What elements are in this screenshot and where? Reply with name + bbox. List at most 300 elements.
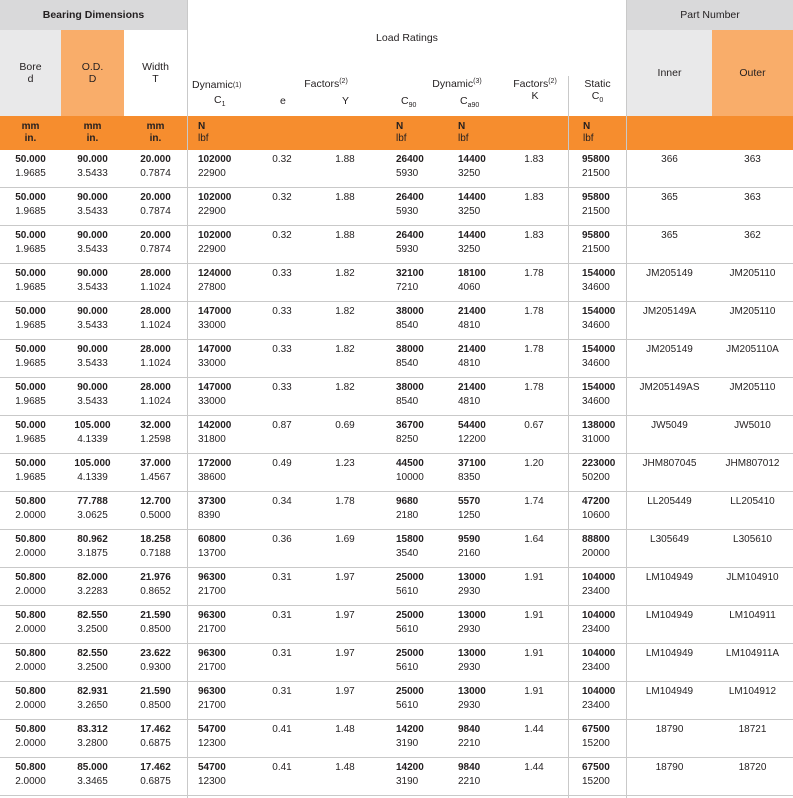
- value: 0.32: [272, 230, 292, 241]
- value-metric: 104000: [582, 648, 616, 659]
- value-metric: 21400: [458, 382, 486, 393]
- table-row: [0, 378, 793, 416]
- value-imperial: 8540: [396, 357, 419, 369]
- k-symbol: K: [531, 90, 539, 102]
- cell-y: [325, 457, 365, 471]
- value-metric: 50.800: [15, 762, 46, 773]
- c-symbol: C: [460, 95, 468, 107]
- cell-y: [325, 723, 365, 737]
- value-imperial: 4060: [458, 281, 481, 293]
- value-imperial: 3.2500: [77, 623, 108, 635]
- cell-k: [514, 723, 554, 737]
- cell-od: [61, 533, 124, 560]
- dynamic-label: Dynamic: [192, 79, 233, 91]
- cell-bore: [0, 685, 61, 712]
- value-imperial: 4810: [458, 319, 481, 331]
- value-imperial: 4810: [458, 395, 481, 407]
- cell-c90: [396, 419, 454, 446]
- value-imperial: 0.8500: [140, 623, 171, 635]
- value-metric: 9840: [458, 762, 481, 773]
- cell-bore: [0, 761, 61, 788]
- cell-y: [325, 647, 365, 661]
- cell-outer: [712, 723, 793, 737]
- value-imperial: 21700: [198, 661, 226, 673]
- value: JW5010: [734, 420, 771, 431]
- value-metric: 105.000: [74, 458, 111, 469]
- cell-w: [124, 419, 187, 446]
- cell-k: [514, 343, 554, 357]
- value-metric: 50.800: [15, 496, 46, 507]
- value: 0.33: [272, 268, 292, 279]
- cell-y: [325, 571, 365, 585]
- header-inner: [627, 30, 712, 116]
- table-row: [0, 606, 793, 644]
- cell-od: [61, 571, 124, 598]
- cell-y: [325, 761, 365, 775]
- unit-metric: N: [583, 121, 591, 132]
- value-metric: 14200: [396, 724, 424, 735]
- value: 0.41: [272, 762, 292, 773]
- cell-w: [124, 723, 187, 750]
- cell-y: [325, 685, 365, 699]
- value: 363: [744, 192, 761, 203]
- column-divider: [187, 0, 188, 798]
- cell-k: [514, 229, 554, 243]
- cell-outer: [712, 267, 793, 281]
- cell-c1: [198, 191, 256, 218]
- value-metric: 13000: [458, 572, 486, 583]
- value-imperial: 23400: [582, 661, 610, 673]
- value-metric: 9590: [458, 534, 481, 545]
- value-imperial: 1.9685: [15, 319, 46, 331]
- cell-c90: [396, 191, 454, 218]
- cell-k: [514, 305, 554, 319]
- value-imperial: 3250: [458, 243, 481, 255]
- value-metric: 50.000: [15, 268, 46, 279]
- cell-bore: [0, 533, 61, 560]
- value-metric: 17.462: [140, 762, 171, 773]
- cell-e: [262, 457, 302, 471]
- cell-w: [124, 533, 187, 560]
- value-imperial: 3.5433: [77, 281, 108, 293]
- cell-c1: [198, 723, 256, 750]
- cell-k: [514, 685, 554, 699]
- cell-od: [61, 381, 124, 408]
- value-imperial: 1.1024: [140, 281, 171, 293]
- value-metric: 21.590: [140, 610, 171, 621]
- units-row: [0, 116, 793, 150]
- footnote-marker: (3): [473, 78, 482, 85]
- cell-e: [262, 685, 302, 699]
- value: 1.83: [524, 154, 544, 165]
- value-metric: 54700: [198, 762, 226, 773]
- cell-k: [514, 609, 554, 623]
- value: 366: [661, 154, 678, 165]
- cell-c90: [396, 723, 454, 750]
- header-dynamic-c1: [192, 78, 262, 112]
- value: 1.82: [335, 382, 355, 393]
- value: 1.78: [524, 306, 544, 317]
- value-imperial: 3.2283: [77, 585, 108, 597]
- value-metric: 50.000: [15, 154, 46, 165]
- value-metric: 17.462: [140, 724, 171, 735]
- value-imperial: 0.6875: [140, 775, 171, 787]
- cell-bore: [0, 343, 61, 370]
- cell-y: [325, 305, 365, 319]
- value: 0.33: [272, 382, 292, 393]
- cell-od: [61, 495, 124, 522]
- cell-e: [262, 761, 302, 775]
- value-metric: 28.000: [140, 306, 171, 317]
- value-imperial: 0.9300: [140, 661, 171, 673]
- cell-k: [514, 153, 554, 167]
- value-metric: 38000: [396, 382, 424, 393]
- value-metric: 23.622: [140, 648, 171, 659]
- value-imperial: 34600: [582, 319, 610, 331]
- value: JM205110: [729, 268, 776, 279]
- value-imperial: 1.9685: [15, 471, 46, 483]
- value-metric: 21.976: [140, 572, 171, 583]
- cell-bore: [0, 571, 61, 598]
- cell-y: [325, 229, 365, 243]
- unit-od: [61, 116, 124, 150]
- cell-w: [124, 343, 187, 370]
- value-imperial: 3.2650: [77, 699, 108, 711]
- cell-ca90: [458, 647, 516, 674]
- cell-od: [61, 723, 124, 750]
- table-row: [0, 568, 793, 606]
- value-imperial: 3.0625: [77, 509, 108, 521]
- unit-imperial: in.: [149, 133, 162, 144]
- header-part-number: [627, 0, 793, 30]
- value: 1.97: [335, 610, 355, 621]
- value-imperial: 12300: [198, 737, 226, 749]
- value-metric: 28.000: [140, 268, 171, 279]
- value-metric: 50.800: [15, 610, 46, 621]
- header-width: [124, 30, 187, 116]
- c-subscript: a90: [467, 102, 480, 110]
- value-imperial: 5930: [396, 205, 419, 217]
- c-subscript: 90: [408, 102, 417, 110]
- value-metric: 28.000: [140, 344, 171, 355]
- value-imperial: 1.9685: [15, 243, 46, 255]
- value: LM104949: [645, 648, 694, 659]
- value-imperial: 15200: [582, 775, 610, 787]
- value-imperial: 2930: [458, 661, 481, 673]
- value: 0.69: [335, 420, 355, 431]
- cell-od: [61, 685, 124, 712]
- cell-ca90: [458, 723, 516, 750]
- value-imperial: 3.3465: [77, 775, 108, 787]
- value-imperial: 5930: [396, 167, 419, 179]
- value: LM104911: [729, 610, 776, 621]
- value-metric: 96300: [198, 610, 226, 621]
- value-imperial: 31000: [582, 433, 610, 445]
- value-metric: 102000: [198, 230, 232, 241]
- value: 18790: [655, 724, 684, 735]
- cell-od: [61, 229, 124, 256]
- value-imperial: 1.9685: [15, 395, 46, 407]
- cell-y: [325, 381, 365, 395]
- cell-e: [262, 267, 302, 281]
- value: LM104949: [645, 572, 694, 583]
- value: LM104912: [728, 686, 777, 697]
- value-metric: 104000: [582, 610, 616, 621]
- cell-inner: [627, 419, 712, 433]
- column-divider: [626, 0, 627, 798]
- cell-outer: [712, 685, 793, 699]
- value: L305610: [733, 534, 772, 545]
- cell-w: [124, 153, 187, 180]
- cell-c1: [198, 305, 256, 332]
- value: 1.48: [335, 724, 355, 735]
- cell-inner: [627, 267, 712, 281]
- value: 0.31: [272, 572, 292, 583]
- cell-ca90: [458, 343, 516, 370]
- value-imperial: 5610: [396, 585, 419, 597]
- header-bore: [0, 30, 61, 116]
- value: 1.83: [524, 230, 544, 241]
- value-metric: 88800: [582, 534, 610, 545]
- value: 1.97: [335, 572, 355, 583]
- cell-k: [514, 647, 554, 661]
- width-symbol: T: [152, 73, 159, 85]
- value: JM205149AS: [639, 382, 700, 393]
- factors-label: Factors: [304, 78, 340, 90]
- value-imperial: 3.2500: [77, 661, 108, 673]
- value-imperial: 3.5433: [77, 167, 108, 179]
- cell-c90: [396, 609, 454, 636]
- value-imperial: 22900: [198, 205, 226, 217]
- value: 1.69: [335, 534, 355, 545]
- value: 1.78: [524, 268, 544, 279]
- value: JW5049: [651, 420, 688, 431]
- value-imperial: 8250: [396, 433, 419, 445]
- value-metric: 12.700: [140, 496, 171, 507]
- inner-label: Inner: [657, 67, 682, 79]
- value-metric: 80.962: [77, 534, 108, 545]
- value-imperial: 3.2800: [77, 737, 108, 749]
- value-imperial: 0.5000: [140, 509, 171, 521]
- cell-outer: [712, 305, 793, 319]
- header-factors-2: [502, 78, 568, 116]
- c-subscript: 1: [221, 101, 226, 109]
- cell-c90: [396, 229, 454, 256]
- cell-y: [325, 267, 365, 281]
- cell-ca90: [458, 609, 516, 636]
- cell-outer: [712, 191, 793, 205]
- header-load-ratings: [187, 0, 627, 76]
- unit-imperial: in.: [24, 133, 37, 144]
- cell-c1: [198, 533, 256, 560]
- value-imperial: 0.8652: [140, 585, 171, 597]
- cell-w: [124, 191, 187, 218]
- value-metric: 142000: [198, 420, 232, 431]
- value-metric: 28.000: [140, 382, 171, 393]
- value-imperial: 0.7874: [140, 167, 171, 179]
- value: 1.78: [335, 496, 355, 507]
- cell-y: [325, 419, 365, 433]
- value: JHM807045: [642, 458, 697, 469]
- cell-k: [514, 381, 554, 395]
- cell-od: [61, 191, 124, 218]
- value: 0.31: [272, 610, 292, 621]
- cell-k: [514, 267, 554, 281]
- value-imperial: 1.9685: [15, 205, 46, 217]
- value-metric: 21400: [458, 306, 486, 317]
- value: 0.33: [272, 344, 292, 355]
- table-row: [0, 530, 793, 568]
- unit-metric: mm: [146, 121, 165, 132]
- cell-c90: [396, 533, 454, 560]
- value-metric: 20.000: [140, 154, 171, 165]
- cell-w: [124, 305, 187, 332]
- value: 1.88: [335, 154, 355, 165]
- y-symbol: Y: [342, 95, 350, 107]
- value: 0.32: [272, 192, 292, 203]
- value-imperial: 2180: [396, 509, 419, 521]
- cell-c1: [198, 419, 256, 446]
- value-metric: 77.788: [77, 496, 108, 507]
- value-metric: 147000: [198, 382, 232, 393]
- value-imperial: 13700: [198, 547, 226, 559]
- value-metric: 104000: [582, 572, 616, 583]
- value-metric: 50.000: [15, 420, 46, 431]
- value: 18790: [655, 762, 684, 773]
- value-imperial: 3.1875: [77, 547, 108, 559]
- value-metric: 50.000: [15, 382, 46, 393]
- value-imperial: 34600: [582, 357, 610, 369]
- value-metric: 102000: [198, 192, 232, 203]
- cell-c1: [198, 267, 256, 294]
- value-metric: 13000: [458, 610, 486, 621]
- cell-outer: [712, 457, 793, 471]
- value-imperial: 3.5433: [77, 319, 108, 331]
- cell-y: [325, 191, 365, 205]
- value-imperial: 2160: [458, 547, 481, 559]
- value-imperial: 5930: [396, 243, 419, 255]
- value-metric: 82.550: [77, 610, 108, 621]
- value: LM104911A: [725, 648, 780, 659]
- cell-c1: [198, 343, 256, 370]
- value-metric: 104000: [582, 686, 616, 697]
- table-row: [0, 416, 793, 454]
- value: 1.82: [335, 344, 355, 355]
- width-label: Width: [142, 61, 169, 73]
- cell-inner: [627, 571, 712, 585]
- cell-outer: [712, 153, 793, 167]
- value-imperial: 4810: [458, 357, 481, 369]
- cell-inner: [627, 229, 712, 243]
- table-row: [0, 302, 793, 340]
- cell-k: [514, 191, 554, 205]
- value-metric: 21.590: [140, 686, 171, 697]
- value-metric: 82.550: [77, 648, 108, 659]
- value-metric: 47200: [582, 496, 610, 507]
- header-bearing-dimensions: [0, 0, 187, 30]
- table-row: [0, 150, 793, 188]
- value-imperial: 2930: [458, 585, 481, 597]
- cell-inner: [627, 533, 712, 547]
- value-imperial: 12300: [198, 775, 226, 787]
- value-metric: 50.800: [15, 534, 46, 545]
- value-imperial: 23400: [582, 585, 610, 597]
- cell-c90: [396, 381, 454, 408]
- cell-bore: [0, 495, 61, 522]
- value: 1.91: [524, 686, 544, 697]
- cell-ca90: [458, 191, 516, 218]
- cell-w: [124, 457, 187, 484]
- c-symbol: C: [214, 94, 222, 106]
- value-metric: 90.000: [77, 344, 108, 355]
- value-imperial: 1.9685: [15, 167, 46, 179]
- value-metric: 67500: [582, 762, 610, 773]
- value-metric: 85.000: [77, 762, 108, 773]
- cell-inner: [627, 609, 712, 623]
- table-row: [0, 492, 793, 530]
- value-imperial: 1250: [458, 509, 481, 521]
- value: 1.23: [335, 458, 355, 469]
- header-static: [568, 78, 626, 116]
- cell-e: [262, 381, 302, 395]
- value: 1.74: [524, 496, 544, 507]
- value-imperial: 2.0000: [15, 775, 46, 787]
- value-metric: 50.800: [15, 648, 46, 659]
- value-imperial: 21700: [198, 623, 226, 635]
- value-imperial: 33000: [198, 319, 226, 331]
- cell-outer: [712, 761, 793, 775]
- value-metric: 50.000: [15, 306, 46, 317]
- cell-bore: [0, 419, 61, 446]
- value-imperial: 3250: [458, 205, 481, 217]
- cell-inner: [627, 191, 712, 205]
- cell-c1: [198, 381, 256, 408]
- cell-ca90: [458, 457, 516, 484]
- value: 1.44: [524, 762, 544, 773]
- cell-k: [514, 495, 554, 509]
- value-metric: 37300: [198, 496, 226, 507]
- value-metric: 5570: [458, 496, 481, 507]
- value-metric: 26400: [396, 192, 424, 203]
- column-divider: [568, 76, 569, 798]
- factors-label: Factors: [513, 78, 549, 90]
- cell-c90: [396, 761, 454, 788]
- cell-bore: [0, 381, 61, 408]
- value-metric: 90.000: [77, 268, 108, 279]
- value-metric: 25000: [396, 648, 424, 659]
- cell-outer: [712, 381, 793, 395]
- cell-c1: [198, 457, 256, 484]
- value-metric: 37100: [458, 458, 486, 469]
- value-imperial: 8390: [198, 509, 221, 521]
- cell-bore: [0, 229, 61, 256]
- cell-bore: [0, 153, 61, 180]
- value-metric: 32100: [396, 268, 424, 279]
- c-symbol: C: [401, 95, 409, 107]
- value: 362: [744, 230, 761, 241]
- cell-outer: [712, 533, 793, 547]
- cell-ca90: [458, 571, 516, 598]
- value-imperial: 1.1024: [140, 319, 171, 331]
- bore-symbol: d: [27, 73, 34, 85]
- cell-w: [124, 609, 187, 636]
- cell-c1: [198, 571, 256, 598]
- cell-k: [514, 761, 554, 775]
- value-imperial: 0.7874: [140, 205, 171, 217]
- value-metric: 90.000: [77, 154, 108, 165]
- unit-metric: N: [458, 121, 466, 132]
- value: 1.88: [335, 230, 355, 241]
